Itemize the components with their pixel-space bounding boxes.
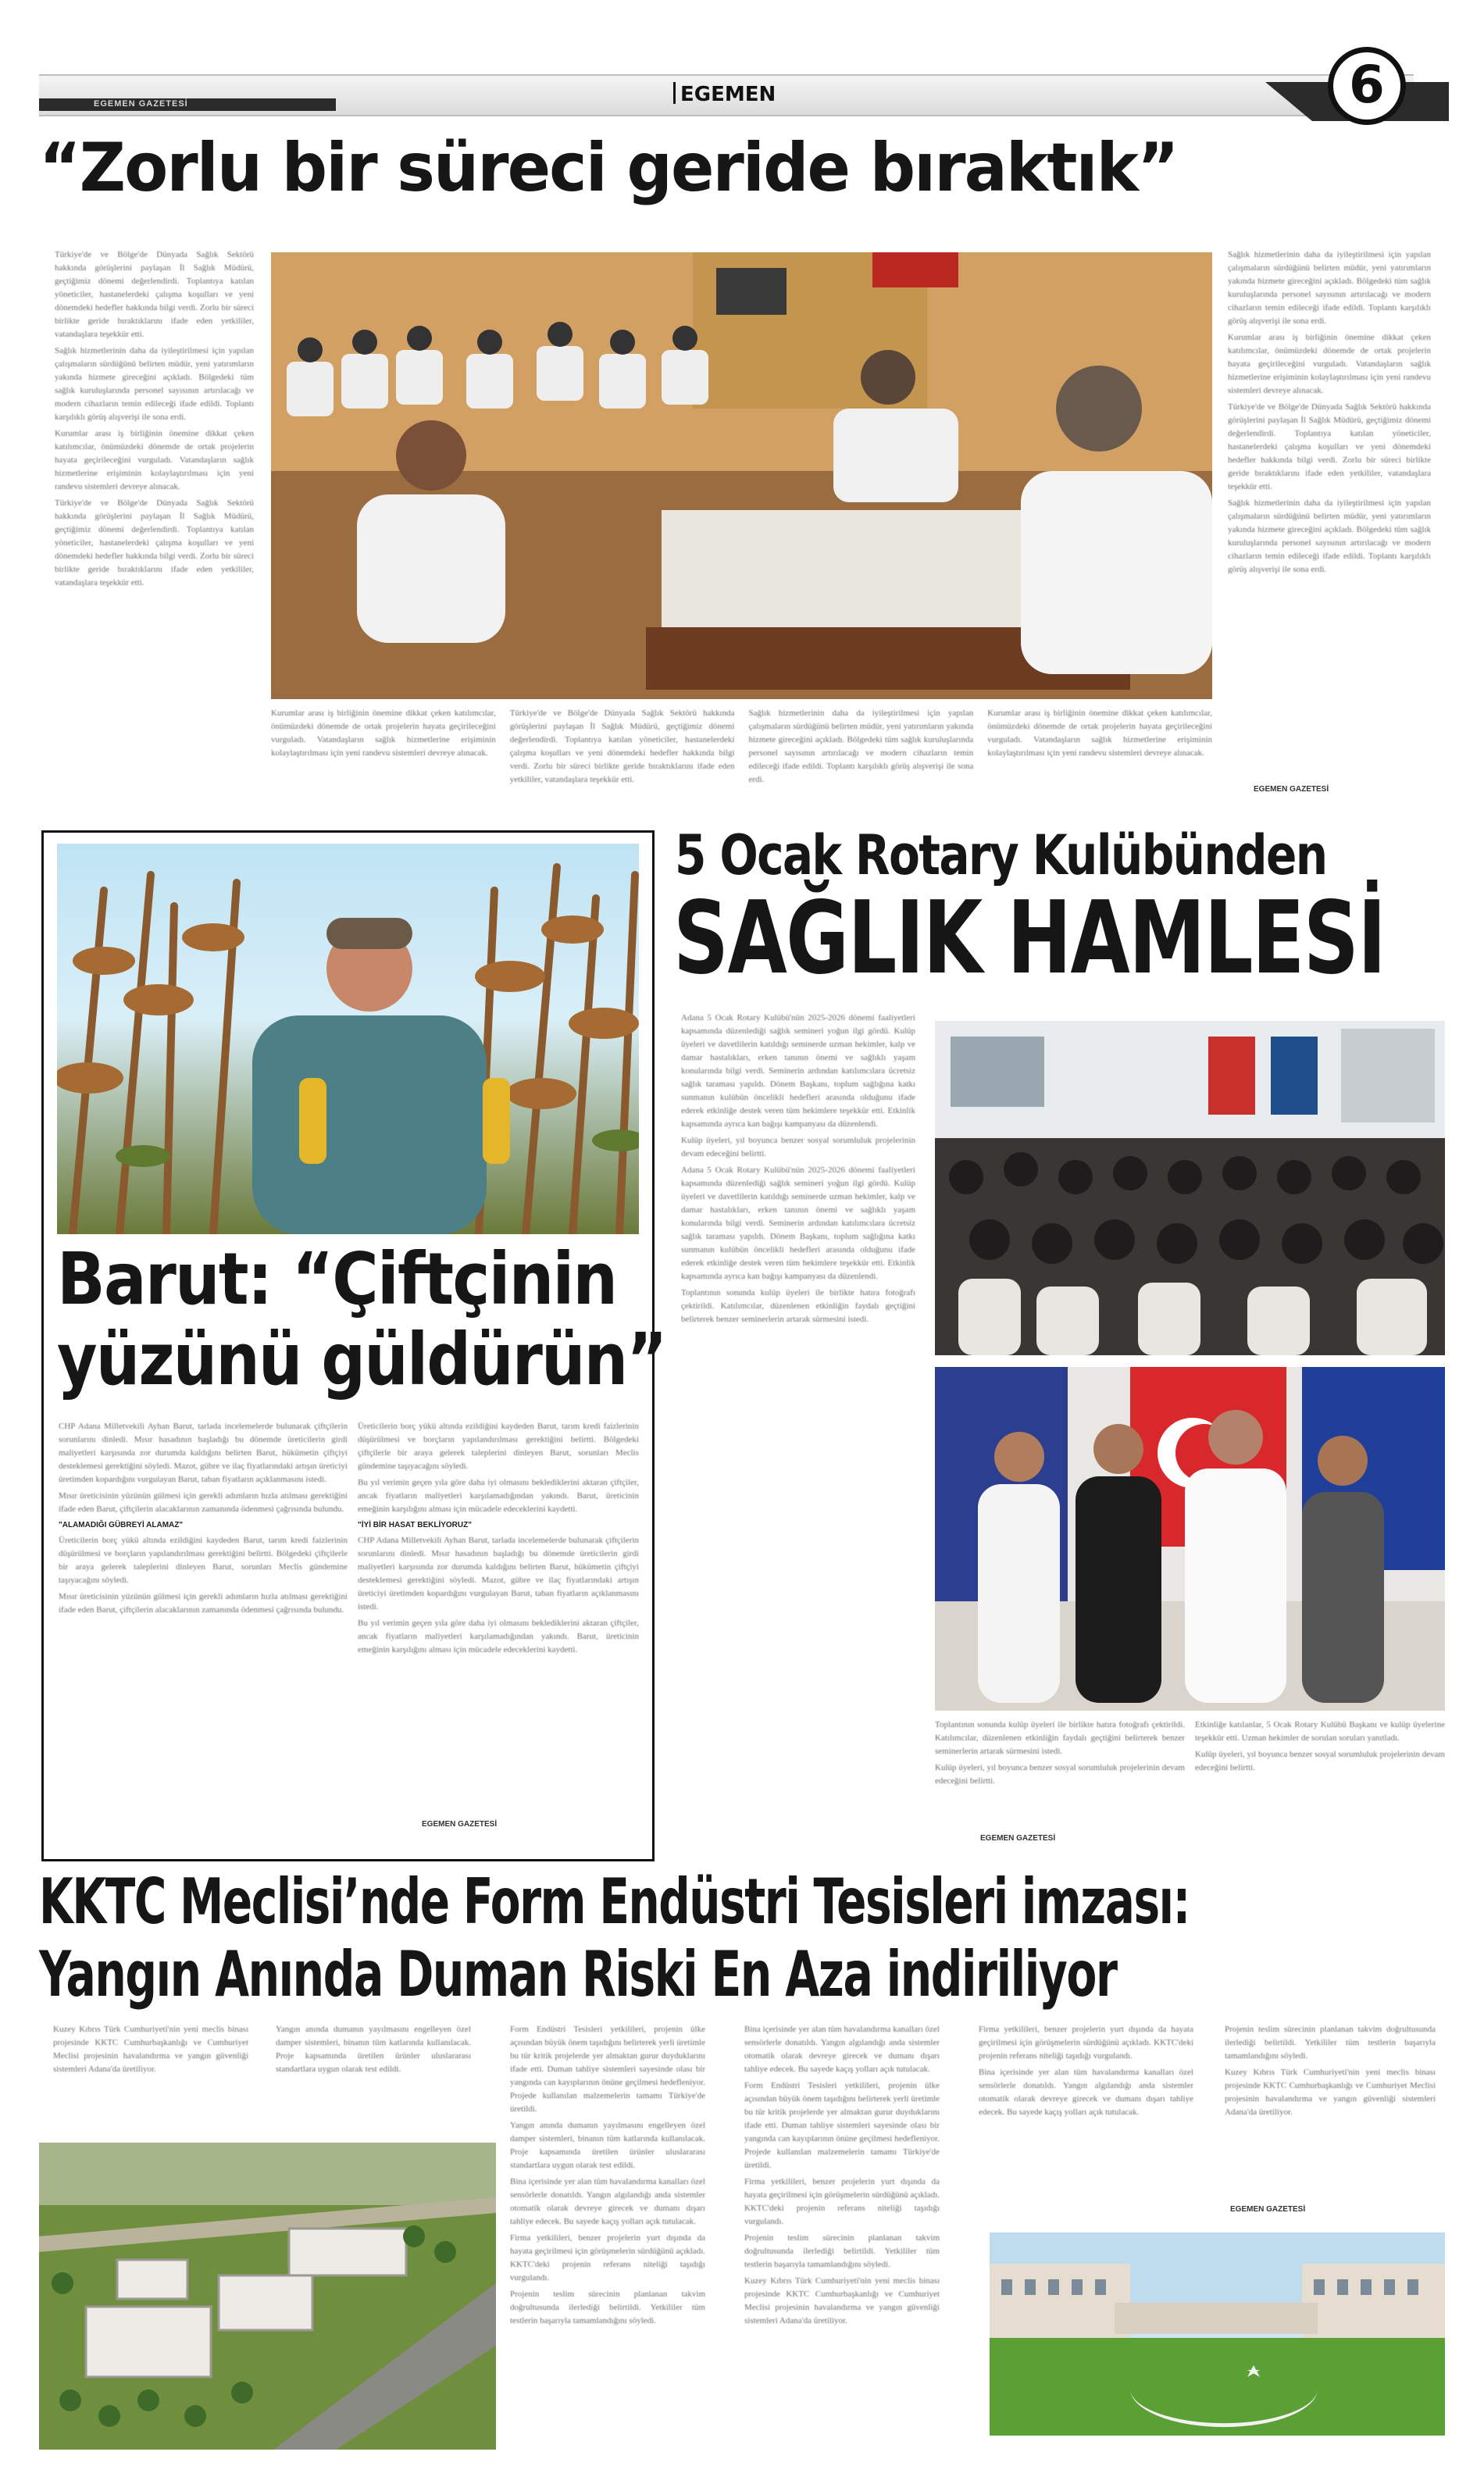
header-left-strip	[39, 98, 336, 111]
story4-photo-building	[990, 2232, 1445, 2436]
story4-text-col4: Bina içerisinde yer alan tüm havalandırma kanalları özel sensörlerle donatıldı. Yangın algılandığı anda sistemler otomatik olarak devreye girecek ve dumanı dışarı tahliye edecek. Bu sayede kaçış yolları açık tutulacak. Form Endüstri Tesisleri yetkilileri, projenin ülke açısından büyük önem taşıdığını belirterek yerli üretimle bu tür kritik projelerde yer almaktan gurur duyduklarını ifade etti. Duman tahliye sistemleri sayesinde olası bir yangında can kayıplarının önüne geçilmesi hedefleniyor. Projede kullanılan malzemelerin tamamı Türkiye'de üretildi. Firma yetkilileri, benzer projelerin yurt dışında da hayata geçirilmesi için görüşmelerin sürdüğünü açıkladı. KKTC'deki projenin referans niteliği taşıdığı vurgulandı. Projenin teslim sürecinin planlanan takvim doğrultusunda ilerlediği belirtildi. Yetkililer tüm testlerin başarıyla tamamlandığını söyledi. Kuzey Kıbrıs Türk Cumhuriyeti'nin yeni meclis binası projesinde KKTC Cumhurbaşkanlığı ve Cumhuriyet Meclisi projesinin havalandırma ve yangın güvenliği sistemleri Adana'da üretiliyor.	[744, 2025, 940, 2325]
story3-text-main: Adana 5 Ocak Rotary Kulübü'nün 2025-2026 dönemi faaliyetleri kapsamında düzenlediği sağlık semineri yoğun ilgi gördü. Kulüp üyeleri ve davetlilerin katıldığı seminerde uzman hekimler, kalp ve damar hastalıkları, erken tanının önemi ve sağlıklı yaşam konularında bilgi verdi. Seminerin ardından katılımcılara ücretsiz sağlık taraması yapıldı. Dönem Başkanı, toplum sağlığına katkı sunmanın kulübün öncelikli hedefleri arasında olduğunu ifade ederek etkinliğe destek veren tüm hekimlere teşekkür etti. Etkinlik kapsamında ayrıca kan bağışı kampanyası da düzenlendi. Kulüp üyeleri, yıl boyunca benzer sosyal sorumluluk projelerinin devam edeceğini belirtti. Adana 5 Ocak Rotary Kulübü'nün 2025-2026 dönemi faaliyetleri kapsamında düzenlediği sağlık semineri yoğun ilgi gördü. Kulüp üyeleri ve davetlilerin katıldığı seminerde uzman hekimler, kalp ve damar hastalıkları, erken tanının önemi ve sağlıklı yaşam konularında bilgi verdi. Seminerin ardından katılımcılara ücretsiz sağlık taraması yapıldı. Dönem Başkanı, toplum sağlığına katkı sunmanın kulübün öncelikli hedefleri arasında olduğunu ifade ederek etkinliğe destek veren tüm hekimlere teşekkür etti. Etkinlik kapsamında ayrıca kan bağışı kampanyası da düzenlendi. Toplantının sonunda kulüp üyeleri ile birlikte hatıra fotoğrafı çektirildi. Katılımcılar, düzenlenen etkinliğin faydalı geçtiğini belirterek benzer seminerlerin artarak sürmesini istedi.	[681, 1013, 915, 1324]
story4-headline-line1: KKTC Meclisi’nde Form Endüstri Tesisleri imzası:	[39, 1865, 1190, 1938]
story4-text-col5: Firma yetkilileri, benzer projelerin yurt dışında da hayata geçirilmesi için görüşmelerin sürdüğünü açıkladı. KKTC'deki projenin referans niteliği taşıdığı vurgulandı. Bina içerisinde yer alan tüm havalandırma kanalları özel sensörlerle donatıldı. Yangın algılandığı anda sistemler otomatik olarak devreye girecek ve dumanı dışarı tahliye edecek. Bu sayede kaçış yolları açık tutulacak.	[979, 2025, 1193, 2117]
masthead	[673, 80, 814, 107]
story4-text-col3: Form Endüstri Tesisleri yetkilileri, projenin ülke açısından büyük önem taşıdığını belirterek yerli üretimle bu tür kritik projelerde yer almaktan gurur duyduklarını ifade etti. Duman tahliye sistemleri sayesinde olası bir yangında can kayıplarının önüne geçilmesi hedefleniyor. Projede kullanılan malzemelerin tamamı Türkiye'de üretildi. Yangın anında dumanın yayılmasını engelleyen özel damper sistemleri, binanın tüm katlarında kullanılacak. Proje kapsamında üretilen ürünler uluslararası standartlara uygun olarak test edildi. Bina içerisinde yer alan tüm havalandırma kanalları özel sensörlerle donatıldı. Yangın algılandığı anda sistemler otomatik olarak devreye girecek ve dumanı dışarı tahliye edecek. Bu sayede kaçış yolları açık tutulacak. Firma yetkilileri, benzer projelerin yurt dışında da hayata geçirilmesi için görüşmelerin sürdüğünü açıkladı. KKTC'deki projenin referans niteliği taşıdığı vurgulandı. Projenin teslim sürecinin planlanan takvim doğrultusunda ilerlediği belirtildi. Yetkililer tüm testlerin başarıyla tamamlandığını söyledi.	[510, 2025, 705, 2325]
story1-text-bottom: Kurumlar arası iş birliğinin önemine dikkat çeken katılımcılar, önümüzdeki dönemde de ortak projelerin hayata geçirileceğini vurguladı. Vatandaşların sağlık hizmetlerine erişiminin kolaylaştırılması için yeni randevu sistemleri devreye alınacak. Türkiye'de ve Bölge'de Dünyada Sağlık Sektörü hakkında görüşlerini paylaşan İl Sağlık Müdürü, geçtiğimiz dönemi değerlendirdi. Toplantıya katılan yöneticiler, hastanelerdeki çalışma koşulları ve yeni dönemdeki hedefler hakkında bilgi verdi. Zorlu bir süreci birlikte geride bıraktıklarını ifade eden yetkililer, vatandaşlara teşekkür etti. Sağlık hizmetlerinin daha da iyileştirilmesi için yapılan çalışmaların sürdüğünü belirten müdür, yeni yatırımların yakında hizmete gireceğini açıkladı. Bölgedeki tüm sağlık kuruluşlarında personel sayısının artırılacağı ve modern cihazların temin edileceği ifade edildi. Toplantı karşılıklı görüş alışverişi ile sona erdi. Kurumlar arası iş birliğinin önemine dikkat çeken katılımcılar, önümüzdeki dönemde de ortak projelerin hayata geçirileceğini vurguladı. Vatandaşların sağlık hizmetlerine erişiminin kolaylaştırılması için yeni randevu sistemleri devreye alınacak.	[271, 708, 1212, 784]
story3-text-bottom-right: Etkinliğe katılanlar, 5 Ocak Rotary Kulübü Başkanı ve kulüp üyelerine teşekkür etti. Uzman hekimler de sorulan soruları yanıtladı. Kulüp üyeleri, yıl boyunca benzer sosyal sorumluluk projelerinin devam edeceğini belirtti.	[1195, 1720, 1445, 1772]
story4-text-col1: Kuzey Kıbrıs Türk Cumhuriyeti'nin yeni meclis binası projesinde KKTC Cumhurbaşkanlığı ve Cumhuriyet Meclisi projesinin havalandırma ve yangın güvenliği sistemleri Adana'da üretiliyor.	[53, 2025, 248, 2074]
page-number: 6	[1349, 55, 1385, 115]
story2-photo	[57, 844, 639, 1234]
story1-headline: “Zorlu bir süreci geride bıraktık”	[39, 129, 1178, 207]
story3-byline: EGEMEN GAZETESİ	[980, 1834, 1056, 1843]
story4-photo-aerial	[39, 2143, 496, 2450]
header-left-text: EGEMEN GAZETESİ	[94, 99, 188, 109]
story4-text-col2: Yangın anında dumanın yayılmasını engelleyen özel damper sistemleri, binanın tüm katlarında kullanılacak. Proje kapsamında üretilen ürünler uluslararası standartlara uygun olarak test edildi.	[276, 2025, 471, 2074]
masthead-title: EGEMEN	[680, 83, 776, 106]
story4-byline: EGEMEN GAZETESİ	[1230, 2205, 1306, 2214]
story1-text-right: Sağlık hizmetlerinin daha da iyileştirilmesi için yapılan çalışmaların sürdüğünü belirten müdür, yeni yatırımların yakında hizmete gireceğini açıkladı. Bölgedeki tüm sağlık kuruluşlarında personel sayısının artırılacağı ve modern cihazların temin edileceği ifade edildi. Toplantı karşılıklı görüş alışverişi ile sona erdi. Kurumlar arası iş birliğinin önemine dikkat çeken katılımcılar, önümüzdeki dönemde de ortak projelerin hayata geçirileceğini vurguladı. Vatandaşların sağlık hizmetlerine erişiminin kolaylaştırılması için yeni randevu sistemleri devreye alınacak. Türkiye'de ve Bölge'de Dünyada Sağlık Sektörü hakkında görüşlerini paylaşan İl Sağlık Müdürü, geçtiğimiz dönemi değerlendirdi. Toplantıya katılan yöneticiler, hastanelerdeki çalışma koşulları ve yeni dönemdeki hedefler hakkında bilgi verdi. Zorlu bir süreci birlikte geride bıraktıklarını ifade eden yetkililer, vatandaşlara teşekkür etti. Sağlık hizmetlerinin daha da iyileştirilmesi için yapılan çalışmaların sürdüğünü belirten müdür, yeni yatırımların yakında hizmete gireceğini açıkladı. Bölgedeki tüm sağlık kuruluşlarında personel sayısının artırılacağı ve modern cihazların temin edileceği ifade edildi. Toplantı karşılıklı görüş alışverişi ile sona erdi.	[1228, 250, 1431, 574]
story3-photo-group	[935, 1367, 1445, 1711]
story4-text-col6: Projenin teslim sürecinin planlanan takvim doğrultusunda ilerlediği belirtildi. Yetkililer tüm testlerin başarıyla tamamlandığını söyledi. Kuzey Kıbrıs Türk Cumhuriyeti'nin yeni meclis binası projesinde KKTC Cumhurbaşkanlığı ve Cumhuriyet Meclisi projesinin havalandırma ve yangın güvenliği sistemleri Adana'da üretiliyor.	[1225, 2025, 1436, 2117]
story2-text-col2: Üreticilerin borç yükü altında ezildiğini kaydeden Barut, tarım kredi faizlerinin düşürülmesi ve borçların yapılandırılması gerektiğini belirtti. Bölgedeki çiftçilerle bir araya gelerek taleplerini dinleyen Barut, sorunları Meclis gündemine taşıyacağını söyledi. Bu yıl verimin geçen yıla göre daha iyi olmasını beklediklerini aktaran çiftçiler, ancak fiyatların maliyetleri karşılamadığından yakındı. Barut, üreticinin emeğinin karşılığını alması için mücadele edeceklerini kaydetti. "İYİ BİR HASAT BEKLİYORUZ" CHP Adana Milletvekili Ayhan Barut, tarlada incelemelerde bulunarak çiftçilerin sorunlarını dinledi. Mısır hasadının başladığı bu dönemde üreticilerin girdi maliyetleri karşısında zor durumda kaldığını belirten Barut, hükümetin çiftçiyi desteklemesi gerektiğini söyledi. Mazot, gübre ve ilaç fiyatlarındaki artışın üreticiyi üretimden kopardığını vurgulayan Barut, taban fiyatların açıklanmasını istedi. Bu yıl verimin geçen yıla göre daha iyi olmasını beklediklerini aktaran çiftçiler, ancak fiyatların maliyetleri karşılamadığından yakındı. Barut, üreticinin emeğinin karşılığını alması için mücadele edeceklerini kaydetti.	[358, 1422, 639, 1654]
story2-headline-line2: yüzünü güldürün”	[57, 1318, 666, 1401]
story2-subhead1: "ALAMADIĞI GÜBREYİ ALAMAZ"	[59, 1521, 184, 1529]
story2-subhead2: "İYİ BİR HASAT BEKLİYORUZ"	[358, 1521, 472, 1529]
story1-byline: EGEMEN GAZETESİ	[1254, 785, 1329, 794]
story3-photo-seminar	[935, 1021, 1445, 1355]
story3-headline-line1: 5 Ocak Rotary Kulübünden	[675, 823, 1327, 887]
story3-headline-line2: SAĞLIK HAMLESİ	[673, 880, 1386, 997]
story3-text-bottom-left: Toplantının sonunda kulüp üyeleri ile birlikte hatıra fotoğrafı çektirildi. Katılımcılar, düzenlenen etkinliğin faydalı geçtiğini belirterek benzer seminerlerin artarak sürmesini istedi. Kulüp üyeleri, yıl boyunca benzer sosyal sorumluluk projelerinin devam edeceğini belirtti.	[935, 1720, 1185, 1786]
page-number-badge	[1328, 47, 1406, 125]
story1-text-left: Türkiye'de ve Bölge'de Dünyada Sağlık Sektörü hakkında görüşlerini paylaşan İl Sağlık Müdürü, geçtiğimiz dönemi değerlendirdi. Toplantıya katılan yöneticiler, hastanelerdeki çalışma koşulları ve yeni dönemdeki hedefler hakkında bilgi verdi. Zorlu bir süreci birlikte geride bıraktıklarını ifade eden yetkililer, vatandaşlara teşekkür etti. Sağlık hizmetlerinin daha da iyileştirilmesi için yapılan çalışmaların sürdüğünü belirten müdür, yeni yatırımların yakında hizmete gireceğini açıkladı. Bölgedeki tüm sağlık kuruluşlarında personel sayısının artırılacağı ve modern cihazların temin edileceği ifade edildi. Toplantı karşılıklı görüş alışverişi ile sona erdi. Kurumlar arası iş birliğinin önemine dikkat çeken katılımcılar, önümüzdeki dönemde de ortak projelerin hayata geçirileceğini vurguladı. Vatandaşların sağlık hizmetlerine erişiminin kolaylaştırılması için yeni randevu sistemleri devreye alınacak. Türkiye'de ve Bölge'de Dünyada Sağlık Sektörü hakkında görüşlerini paylaşan İl Sağlık Müdürü, geçtiğimiz dönemi değerlendirdi. Toplantıya katılan yöneticiler, hastanelerdeki çalışma koşulları ve yeni dönemdeki hedefler hakkında bilgi verdi. Zorlu bir süreci birlikte geride bıraktıklarını ifade eden yetkililer, vatandaşlara teşekkür etti.	[55, 250, 254, 587]
story2-byline: EGEMEN GAZETESİ	[422, 1820, 498, 1829]
story1-photo	[271, 252, 1212, 699]
story2-headline-line1: Barut: “Çiftçinin	[57, 1237, 617, 1321]
story2-text-col1: CHP Adana Milletvekili Ayhan Barut, tarlada incelemelerde bulunarak çiftçilerin sorunlarını dinledi. Mısır hasadının başladığı bu dönemde üreticilerin girdi maliyetleri karşısında zor durumda kaldığını belirten Barut, hükümetin çiftçiyi desteklemesi gerektiğini söyledi. Mazot, gübre ve ilaç fiyatlarındaki artışın üreticiyi üretimden kopardığını vurgulayan Barut, taban fiyatların açıklanmasını istedi. Mısır üreticisinin yüzünün gülmesi için gerekli adımların hızla atılması gerektiğini ifade eden Barut, çiftçilerin alacaklarının zamanında ödenmesi çağrısında bulundu. "ALAMADIĞI GÜBREYİ ALAMAZ" Üreticilerin borç yükü altında ezildiğini kaydeden Barut, tarım kredi faizlerinin düşürülmesi ve borçların yapılandırılması gerektiğini belirtti. Bölgedeki çiftçilerle bir araya gelerek taleplerini dinleyen Barut, sorunları Meclis gündemine taşıyacağını söyledi. Mısır üreticisinin yüzünün gülmesi için gerekli adımların hızla atılması gerektiğini ifade eden Barut, çiftçilerin alacaklarının zamanında ödenmesi çağrısında bulundu.	[59, 1422, 348, 1615]
story4-headline-line2: Yangın Anında Duman Riski En Aza indiriliyor	[39, 1938, 1117, 2011]
